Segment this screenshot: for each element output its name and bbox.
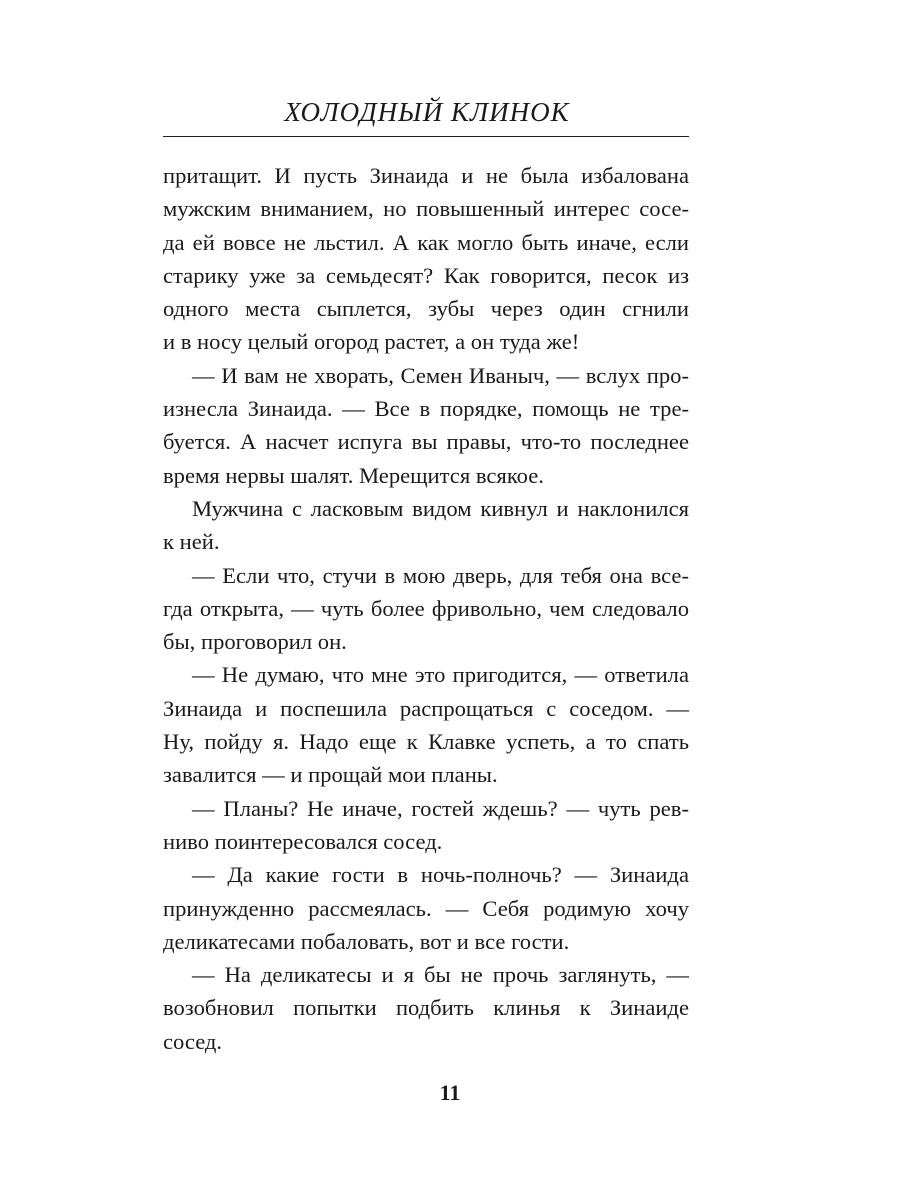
text-line: бы, проговорил он. (163, 629, 347, 655)
paragraph (163, 858, 689, 958)
text-line: и в носу целый огород растет, а он туда же! (163, 329, 580, 355)
text-line: — И вам не хворать, Семен Иваныч, — вслух про- (192, 362, 689, 388)
paragraph (163, 159, 689, 359)
paragraph (163, 359, 689, 492)
text-line: ниво поинтересовался сосед. (163, 828, 443, 854)
text-line: мужским вниманием, но повышенный интерес сосе- (163, 196, 689, 222)
text-line: — Не думаю, что мне это пригодится, — ответила (192, 662, 689, 688)
paragraph (163, 658, 689, 791)
body-text (163, 159, 689, 1058)
text-line: возобновил попытки подбить клинья к Зинаиде (163, 995, 689, 1021)
text-line: Мужчина с ласковым видом кивнул и наклонился (192, 495, 689, 521)
paragraph (163, 492, 689, 559)
text-line: к ней. (163, 529, 220, 555)
text-line: время нервы шалят. Мерещится всякое. (163, 462, 544, 488)
text-line: — Планы? Не иначе, гостей ждешь? — чуть рев- (192, 795, 689, 821)
text-line: — Если что, стучи в мою дверь, для тебя она все- (192, 562, 689, 588)
text-line: — Да какие гости в ночь-полночь? — Зинаида (192, 862, 689, 888)
text-line: старику уже за семьдесят? Как говорится, песок из (163, 262, 689, 288)
running-title: ХОЛОДНЫЙ КЛИНОК (284, 97, 570, 127)
header-rule (163, 136, 689, 137)
paragraph (163, 958, 689, 1058)
text-line: Зинаида и поспешила распрощаться с соседом. — (163, 695, 689, 721)
text-line: завалится — и прощай мои планы. (163, 762, 498, 788)
paragraph (163, 559, 689, 659)
text-line: Ну, пойду я. Надо еще к Клавке успеть, а то спать (163, 729, 689, 755)
text-line: деликатесами побаловать, вот и все гости. (163, 928, 570, 954)
text-line: гда открыта, — чуть более фривольно, чем следовало (163, 595, 689, 621)
page-number: 11 (439, 1080, 461, 1105)
text-line: изнесла Зинаида. — Все в порядке, помощь не тре- (163, 396, 689, 422)
text-line: одного места сыплется, зубы через один сгнили (163, 296, 689, 322)
paragraph (163, 792, 689, 859)
text-line: буется. А насчет испуга вы правы, что-то последнее (163, 429, 689, 455)
book-page (163, 95, 689, 1058)
text-line: — На деликатесы и я бы не прочь заглянуть, — (192, 962, 689, 988)
text-line: принужденно рассмеялась. — Себя родимую хочу (163, 895, 689, 921)
text-line: да ей вовсе не льстил. А как могло быть иначе, если (163, 229, 689, 255)
text-line: сосед. (163, 1028, 223, 1054)
text-line: притащит. И пусть Зинаида и не была избалована (163, 163, 689, 188)
